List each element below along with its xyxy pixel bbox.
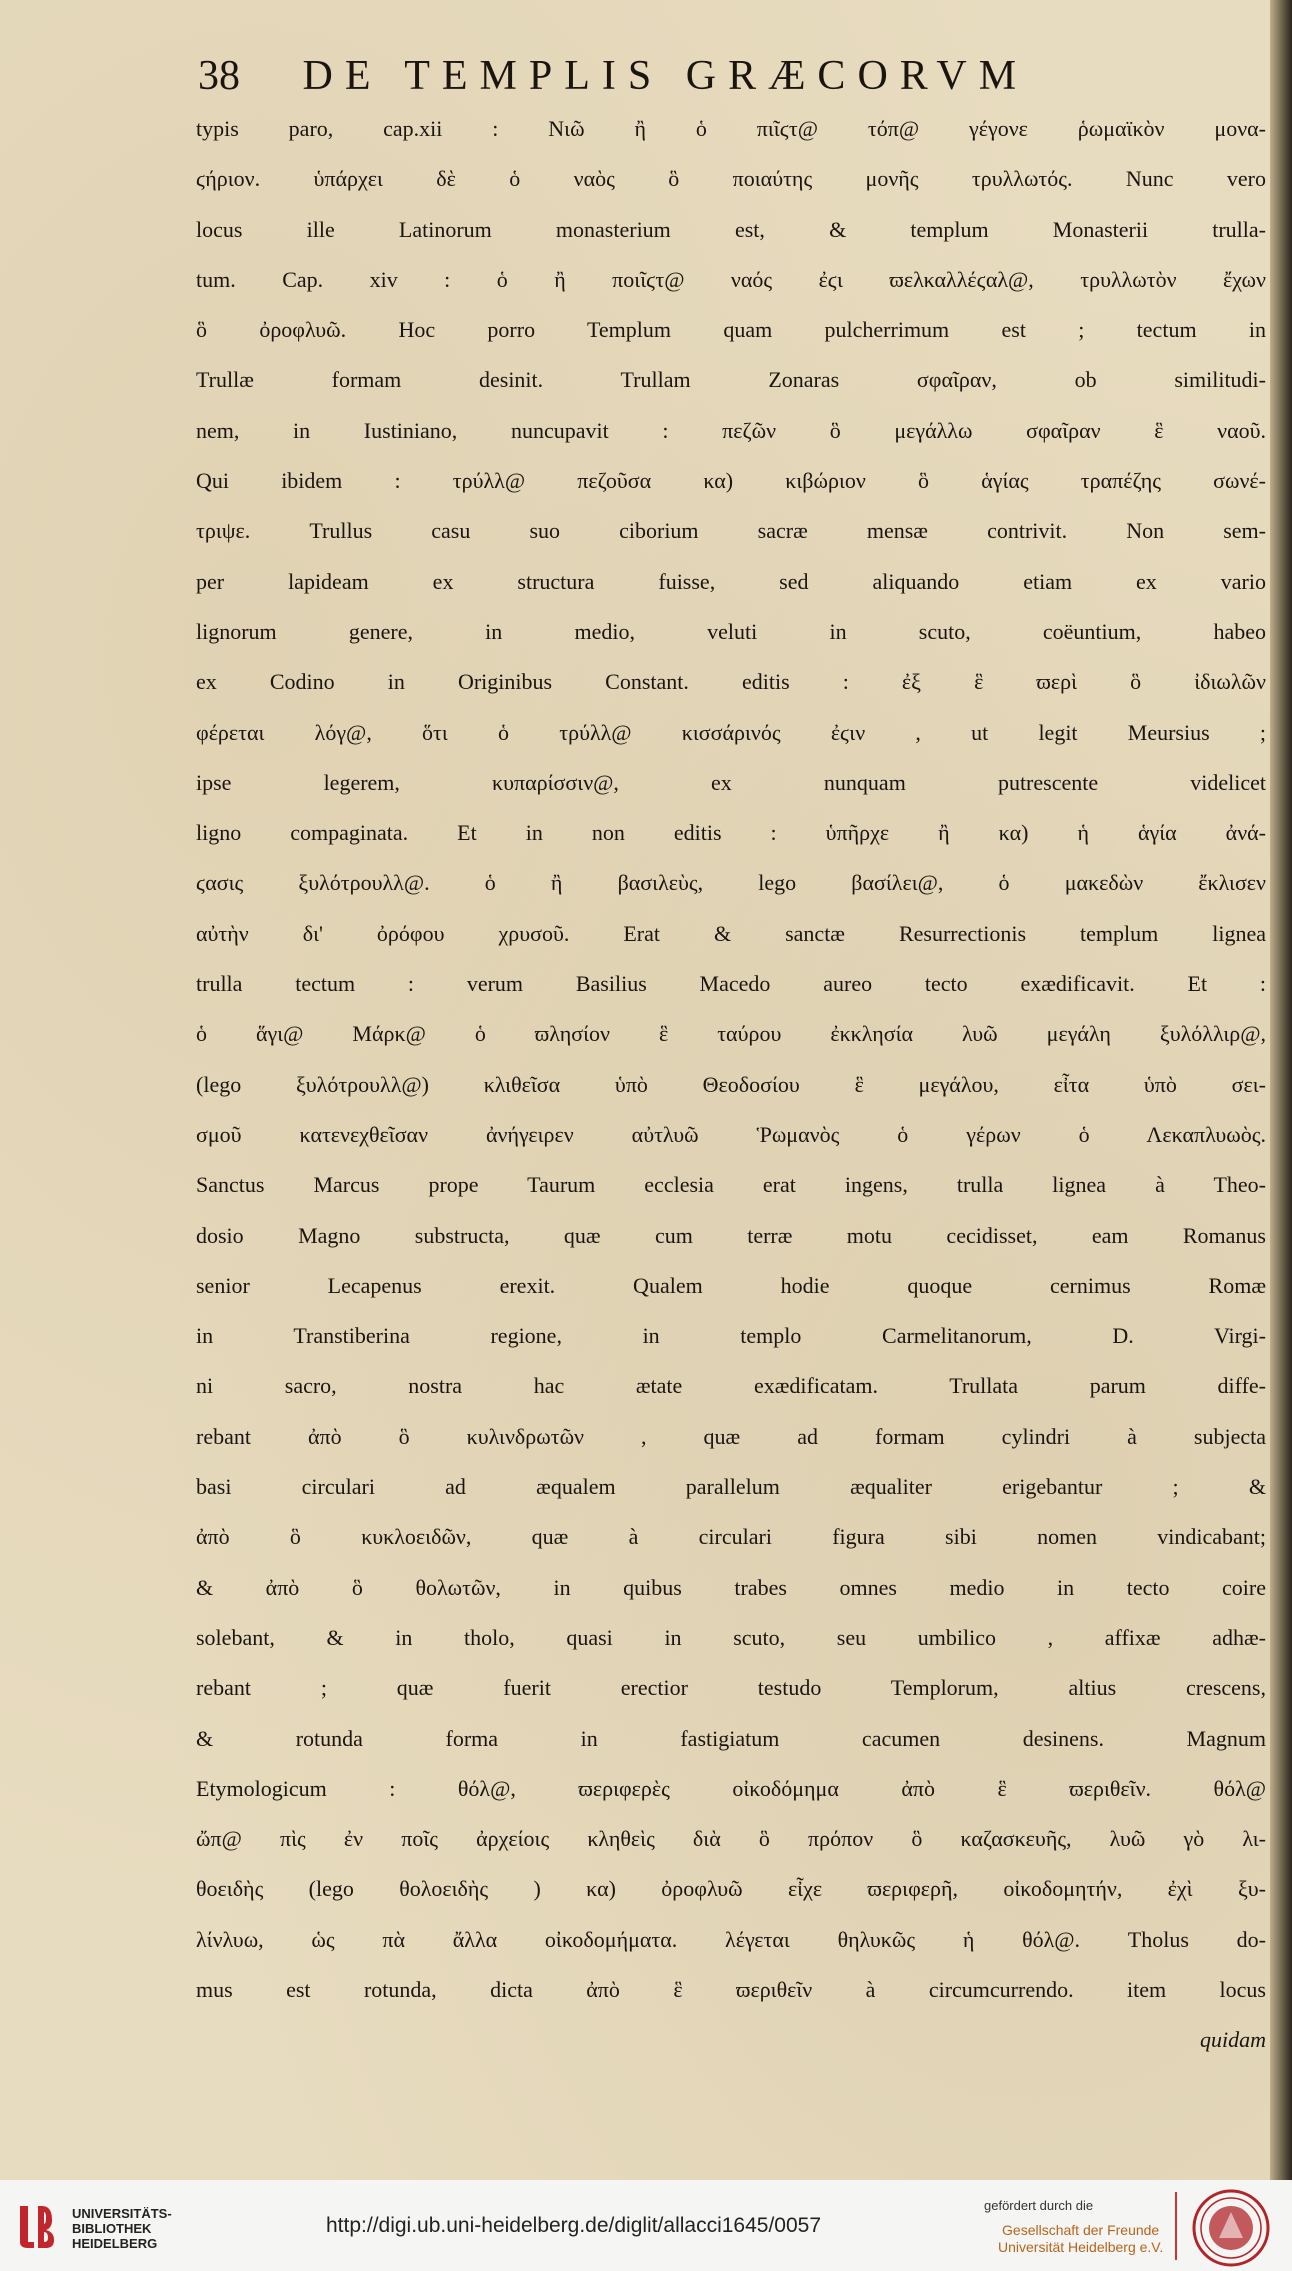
text-line: (lego ξυλότρουλλ@) κλιθεῖσα ὑπὸ Θεοδοσίου ἓ μεγάλου, εἶτα ὑπὸ σει- (196, 1071, 1266, 1097)
text-line: ὤπ@ πὶς ἐν ποῖς ἀρχείοις κληθεὶς διὰ ὃ πρόπον ὃ καζασκευῆς, λυῶ γὸ λι- (196, 1826, 1266, 1852)
book-spine-shadow (1270, 0, 1292, 2180)
text-line: σμοῦ κατενεχθεῖσαν ἀνήγειρεν αὐτλυῶ Ῥωμανὸς ὁ γέρων ὁ Λεκαπλυωὸς. (196, 1121, 1266, 1147)
text-line: basi circulari ad æqualem parallelum æqualiter erigebantur ; & (196, 1474, 1266, 1500)
footer-divider (1175, 2192, 1177, 2260)
page-header (198, 52, 1258, 100)
text-line: ἀπὸ ὃ κυκλοειδῶν, quæ à circulari figura sibi nomen vindicabant; (196, 1524, 1266, 1550)
text-line: in Transtiberina regione, in templo Carmelitanorum, D. Virgi- (196, 1323, 1266, 1349)
text-line: Sanctus Marcus prope Taurum ecclesia erat ingens, trulla lignea à Theo- (196, 1172, 1266, 1198)
text-line: trulla tectum : verum Basilius Macedo aureo tecto exædificavit. Et : (196, 971, 1266, 997)
text-line: ipse legerem, κυπαρίσσιν@, ex nunquam putrescente videlicet (196, 769, 1266, 795)
text-line: senior Lecapenus erexit. Qualem hodie quoque cernimus Romæ (196, 1272, 1266, 1298)
text-line: quidam (1200, 2027, 1266, 2053)
text-line: locus ille Latinorum monasterium est, & templum Monasterii trulla- (196, 216, 1266, 242)
sponsor-name: Gesellschaft der Freunde Universität Heidelberg e.V. (998, 2222, 1164, 2255)
text-line: ligno compaginata. Et in non editis : ὑπῆρχε ἢ κα) ἡ ἁγία ἀνά- (196, 820, 1266, 846)
text-line: θοειδὴς (lego θολοειδὴς ) κα) ὀροφλυῶ εἶχε ϖεριφερῆ, οἰκοδομητήν, ἐχὶ ξυ- (196, 1876, 1266, 1902)
text-line: ὁ ἅγι@ Μάρκ@ ὁ ϖλησίον ἓ ταύρου ἐκκλησία λυῶ μεγάλη ξυλόλλιρ@, (196, 1021, 1266, 1047)
text-line: Trullæ formam desinit. Trullam Zonaras σφαῖραν, ob similitudi- (196, 367, 1266, 393)
text-line: dosio Magno substructa, quæ cum terræ motu cecidisset, eam Romanus (196, 1222, 1266, 1248)
text-line: φέρεται λόγ@, ὅτι ὁ τρύλλ@ κισσάρινός ἐϛιν , ut legit Meursius ; (196, 719, 1266, 745)
text-line: typis paro, cap.xii : Νιῶ ἢ ὁ πιῖϛτ@ τόπ@ γέγονε ῥωμαϊκὸν μονα- (196, 116, 1266, 141)
sponsor-label: gefördert durch die (984, 2198, 1094, 2213)
text-line: Etymologicum : θόλ@, ϖεριφερὲς οἰκοδόμημα ἀπὸ ἓ ϖεριθεῖν. θόλ@ (196, 1775, 1266, 1801)
text-line: ex Codino in Originibus Constant. editis : ἐξ ἓ ϖερὶ ὃ ἰδιωλῶν (196, 669, 1266, 695)
text-line: lignorum genere, in medio, veluti in scuto, coëuntium, habeo (196, 618, 1266, 644)
text-line: rebant ; quæ fuerit erectior testudo Templorum, altius crescens, (196, 1675, 1266, 1701)
library-name: UNIVERSITÄTS- BIBLIOTHEK HEIDELBERG (72, 2206, 172, 2251)
university-seal-icon (1191, 2188, 1271, 2268)
text-line: rebant ἀπὸ ὃ κυλινδρωτῶν , quæ ad formam cylindri à subjecta (196, 1423, 1266, 1449)
body-text (196, 104, 1266, 2066)
text-line: & rotunda forma in fastigiatum cacumen desinens. Magnum (196, 1725, 1266, 1751)
text-line: mus est rotunda, dicta ἀπὸ ἓ ϖεριθεῖν à circumcurrendo. item locus (196, 1976, 1266, 2002)
text-line: ϛασις ξυλότρουλλ@. ὁ ἢ βασιλεὺς, lego βασίλει@, ὁ μακεδὼν ἔκλισεν (196, 870, 1266, 896)
text-line: & ἀπὸ ὃ θολωτῶν, in quibus trabes omnes medio in tecto coire (196, 1574, 1266, 1600)
permalink-url[interactable]: http://digi.ub.uni-heidelberg.de/diglit/allacci1645/0057 (326, 2214, 822, 2237)
text-line: per lapideam ex structura fuisse, sed aliquando etiam ex vario (196, 568, 1266, 594)
running-title: DE TEMPLIS GRÆCORVM (302, 53, 1029, 99)
text-line: Qui ibidem : τρύλλ@ πεζοῦσα κα) κιβώριον ὃ ἁγίας τραπέζης σωνέ- (196, 468, 1266, 494)
page-number: 38 (198, 53, 240, 99)
text-line: ὃ ὀροφλυῶ. Hoc porro Templum quam pulcherrimum est ; tectum in (196, 317, 1266, 343)
text-line: tum. Cap. xiv : ὁ ἢ ποιῖϛτ@ ναός ἐϛι ϖελκαλλέϛαλ@, τρυλλωτὸν ἔχων (196, 266, 1266, 292)
text-line: solebant, & in tholo, quasi in scuto, seu umbilico , affixæ adhæ- (196, 1624, 1266, 1650)
text-line: λίνλυω, ὡς πὰ ἄλλα οἰκοδομήματα. λέγεται θηλυκῶς ἡ θόλ@. Tholus do- (196, 1926, 1266, 1952)
text-line: ϛήριον. ὑπάρχει δὲ ὁ ναὸς ὃ ποιαύτης μονῆς τρυλλωτός. Nunc vero (196, 166, 1266, 192)
text-line: αὐτὴν δι' ὀρόφου χρυσοῦ. Erat & sanctæ Resurrectionis templum lignea (196, 920, 1266, 946)
text-line: nem, in Iustiniano, nuncupavit : πεζῶν ὃ μεγάλλω σφαῖραν ἓ ναοῦ. (196, 417, 1266, 443)
text-line: τριψε. Trullus casu suo ciborium sacræ mensæ contrivit. Non sem- (196, 518, 1266, 544)
text-line: ni sacro, nostra hac ætate exædificatam. Trullata parum diffe- (196, 1373, 1266, 1399)
ub-logo-icon (14, 2202, 58, 2252)
footer-bar (0, 2180, 1292, 2271)
